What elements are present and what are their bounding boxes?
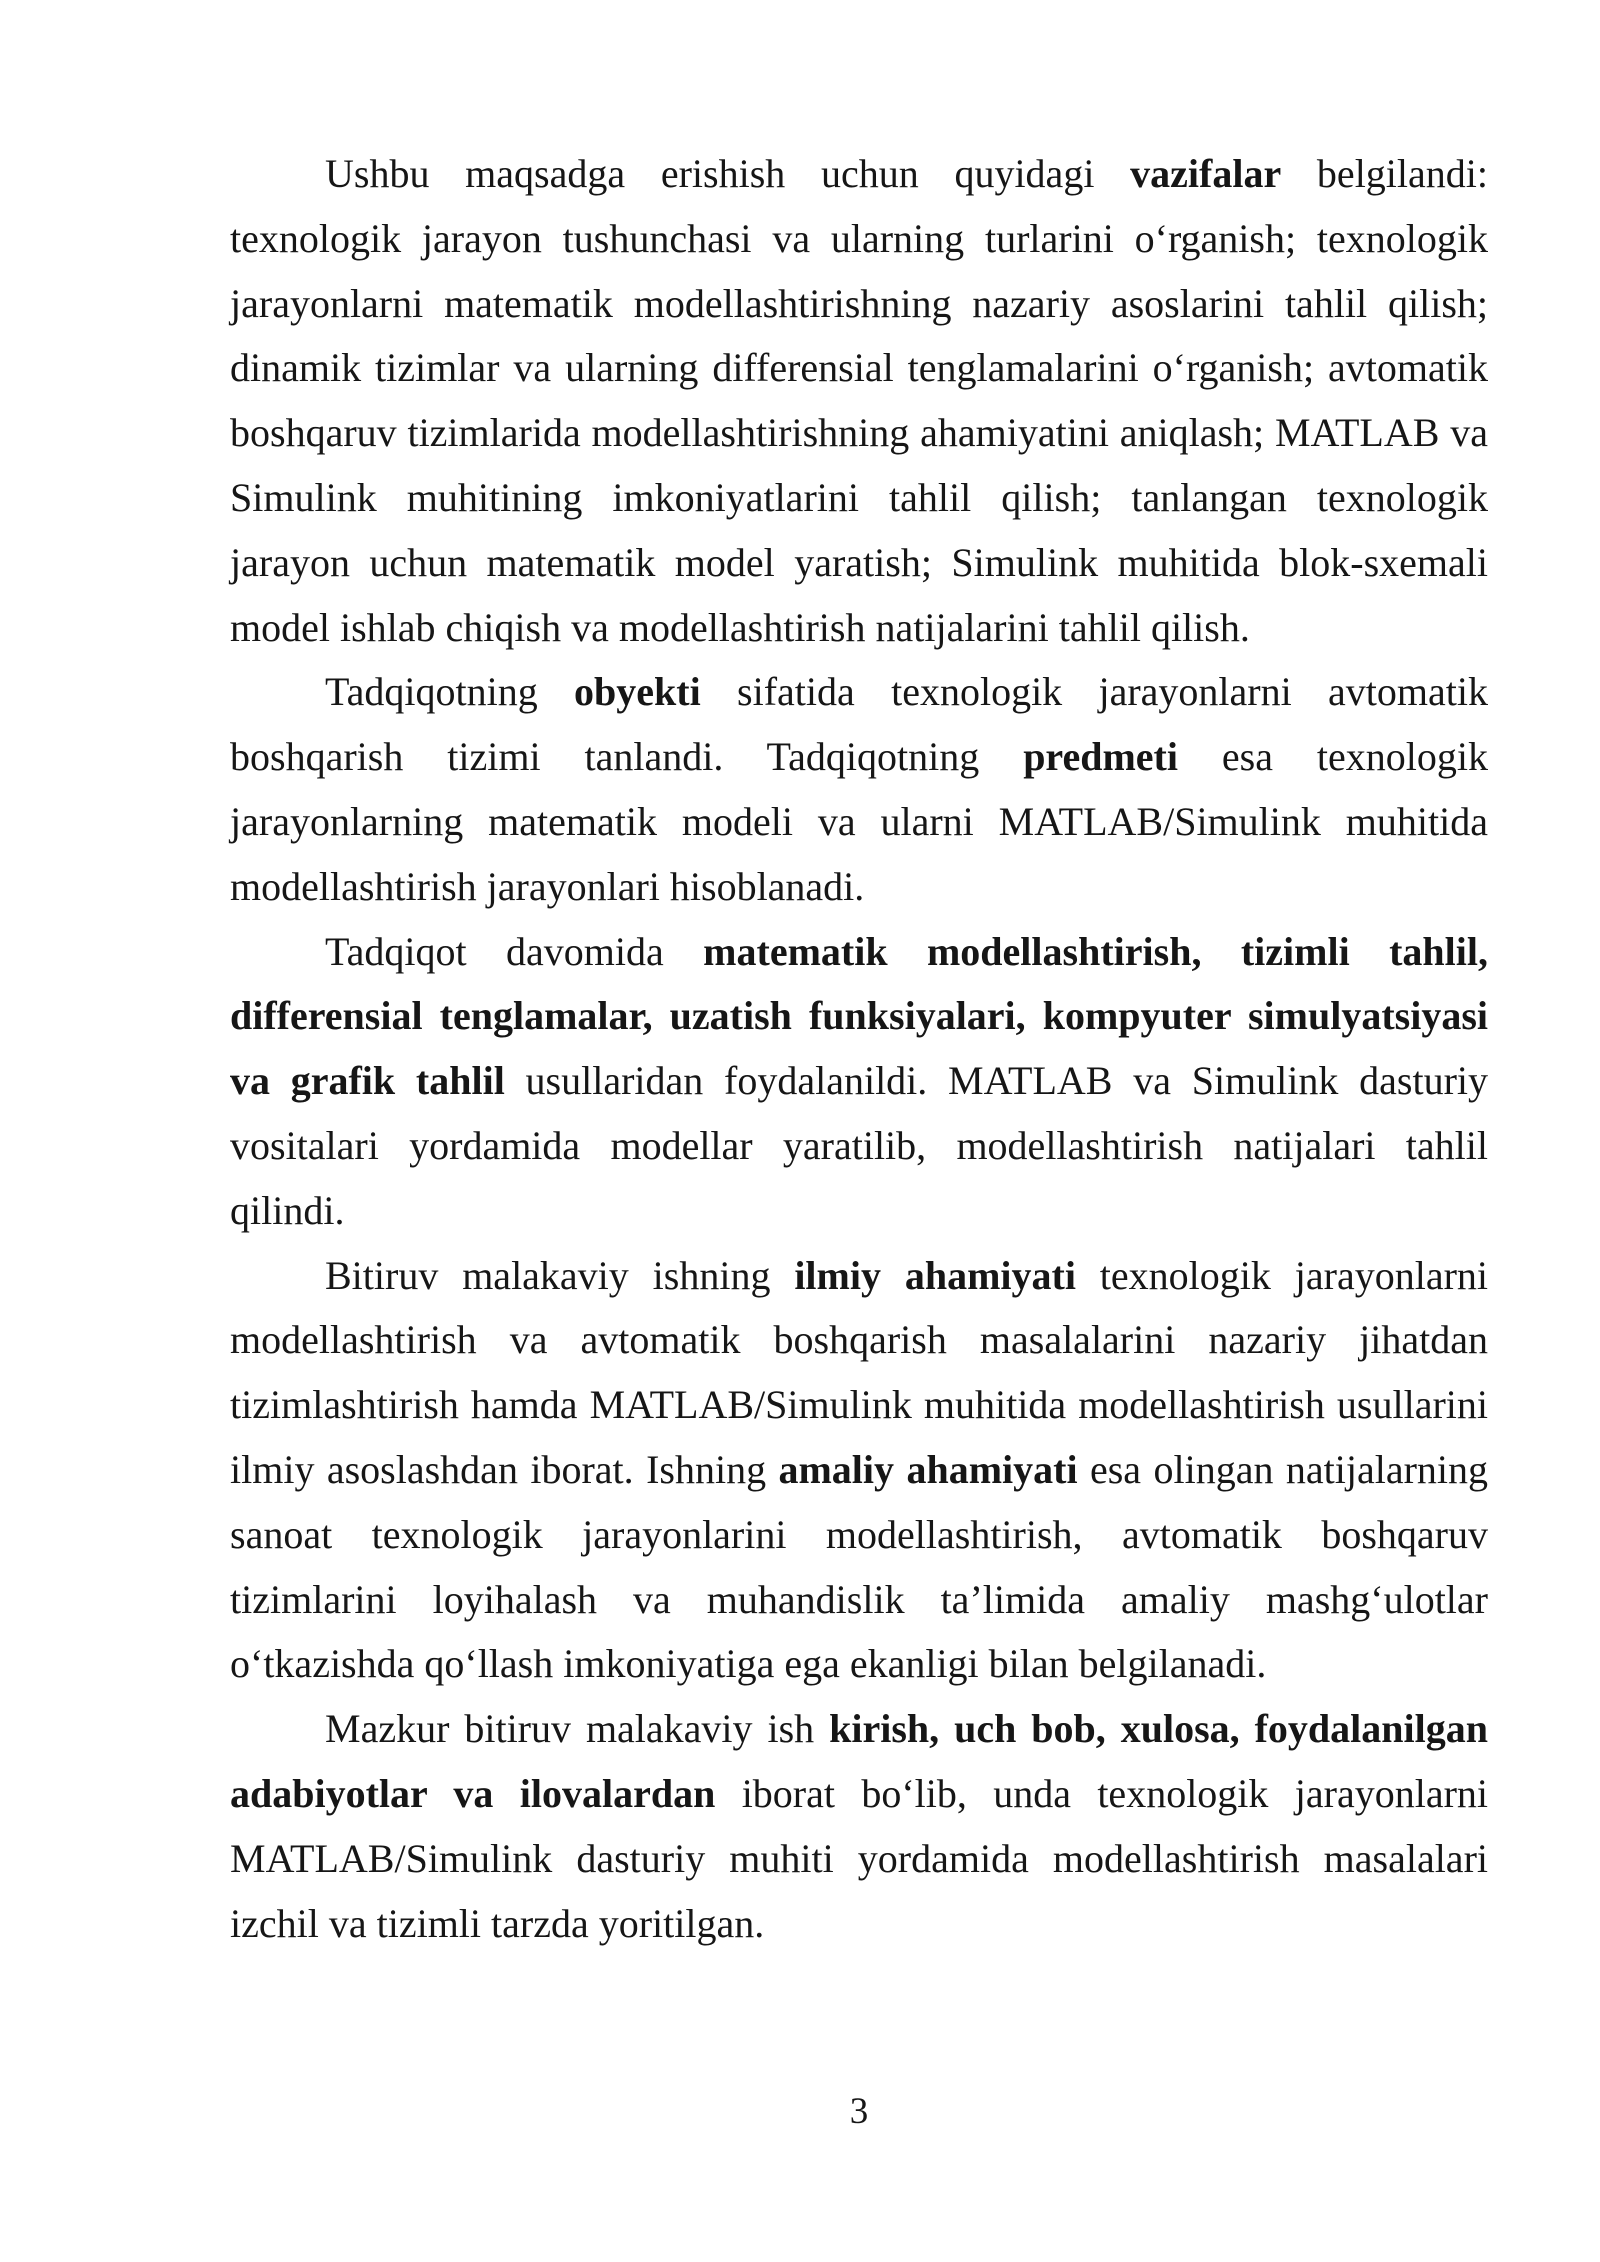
text-run: esa olingan natijalarning sanoat texnologik jarayonlarini modellashtirish, avtomatik boshqaruv tizimlarini loyihalash va muhandislik ta’limida amaliy mashg‘ulotlar o‘tkazishda qo‘llash imkoniyatiga ega ekanligi bilan belgilanadi. [230,1446,1489,1687]
text-run: Ushbu maqsadga erishish uchun quyidagi [325,151,1131,196]
text-run: Bitiruv malakaviy ishning [325,1252,795,1298]
bold-text-run: ilmiy ahamiyati [794,1252,1076,1298]
page-body [230,142,1488,1956]
bold-text-run: obyekti [574,669,701,715]
text-run: Tadqiqot davomida [325,928,704,974]
paragraph-methods [230,920,1488,1244]
text-run: esa texnologik jarayonlarning matematik modeli va ularni MATLAB/Simulink muhitida modellashtirish jarayonlari hisoblanadi. [230,734,1488,909]
text-run: usullaridan foydalanildi. MATLAB va Simulink dasturiy vositalari yordamida modellar yaratilib, modellashtirish natijalari tahlil qilindi. [230,1058,1488,1233]
paragraph-significance [230,1244,1488,1698]
bold-text-run: vazifalar [1130,151,1282,196]
paragraph-object-subject [230,660,1488,919]
page-footer [230,2092,1488,2132]
bold-text-run: amaliy ahamiyati [778,1446,1078,1492]
text-run: Mazkur bitiruv malakaviy ish [325,1706,830,1752]
paragraph-structure [230,1697,1488,1956]
bold-text-run: kirish, uch bob, xulosa, foydalanilgan adabiyotlar va ilovalardan [230,1706,1488,1816]
page-number: 3 [849,2091,869,2132]
paragraph-tasks [230,142,1488,660]
text-run: belgilandi: texnologik jarayon tushunchasi va ularning turlarini o‘rganish; texnologik jarayonlarni matematik modellashtirishning nazariy asoslarini tahlil qilish; dinamik tizimlar va ularning differensial tenglamalarini o‘rganish; avtomatik boshqaruv tizimlarida modellashtirishning ahamiyatini aniqlash; MATLAB va Simulink muhitining imkoniyatlarini tahlil qilish; tanlangan texnologik jarayon uchun matematik model yaratish; Simulink muhitida blok-sxemali model ishlab chiqish va modellashtirish natijalarini tahlil qilish. [230,151,1489,650]
text-run: texnologik jarayonlarni modellashtirish va avtomatik boshqarish masalalarini nazariy jihatdan tizimlashtirish hamda MATLAB/Simulink muhitida modellashtirish usullarini ilmiy asoslashdan iborat. Ishning [230,1252,1489,1492]
text-run: iborat bo‘lib, unda texnologik jarayonlarni MATLAB/Simulink dasturiy muhiti yordamida modellashtirish masalalari izchil va tizimli tarzda yoritilgan. [230,1770,1488,1946]
bold-text-run: matematik modellashtirish, tizimli tahlil, differensial tenglamalar, uzatish funksiyalari, kompyuter simulyatsiyasi va grafik tahlil [230,928,1489,1104]
bold-text-run: predmeti [1023,734,1178,780]
text-run: Tadqiqotning [325,669,575,715]
text-run: sifatida texnologik jarayonlarni avtomatik boshqarish tizimi tanlandi. Tadqiqotning [230,669,1489,780]
